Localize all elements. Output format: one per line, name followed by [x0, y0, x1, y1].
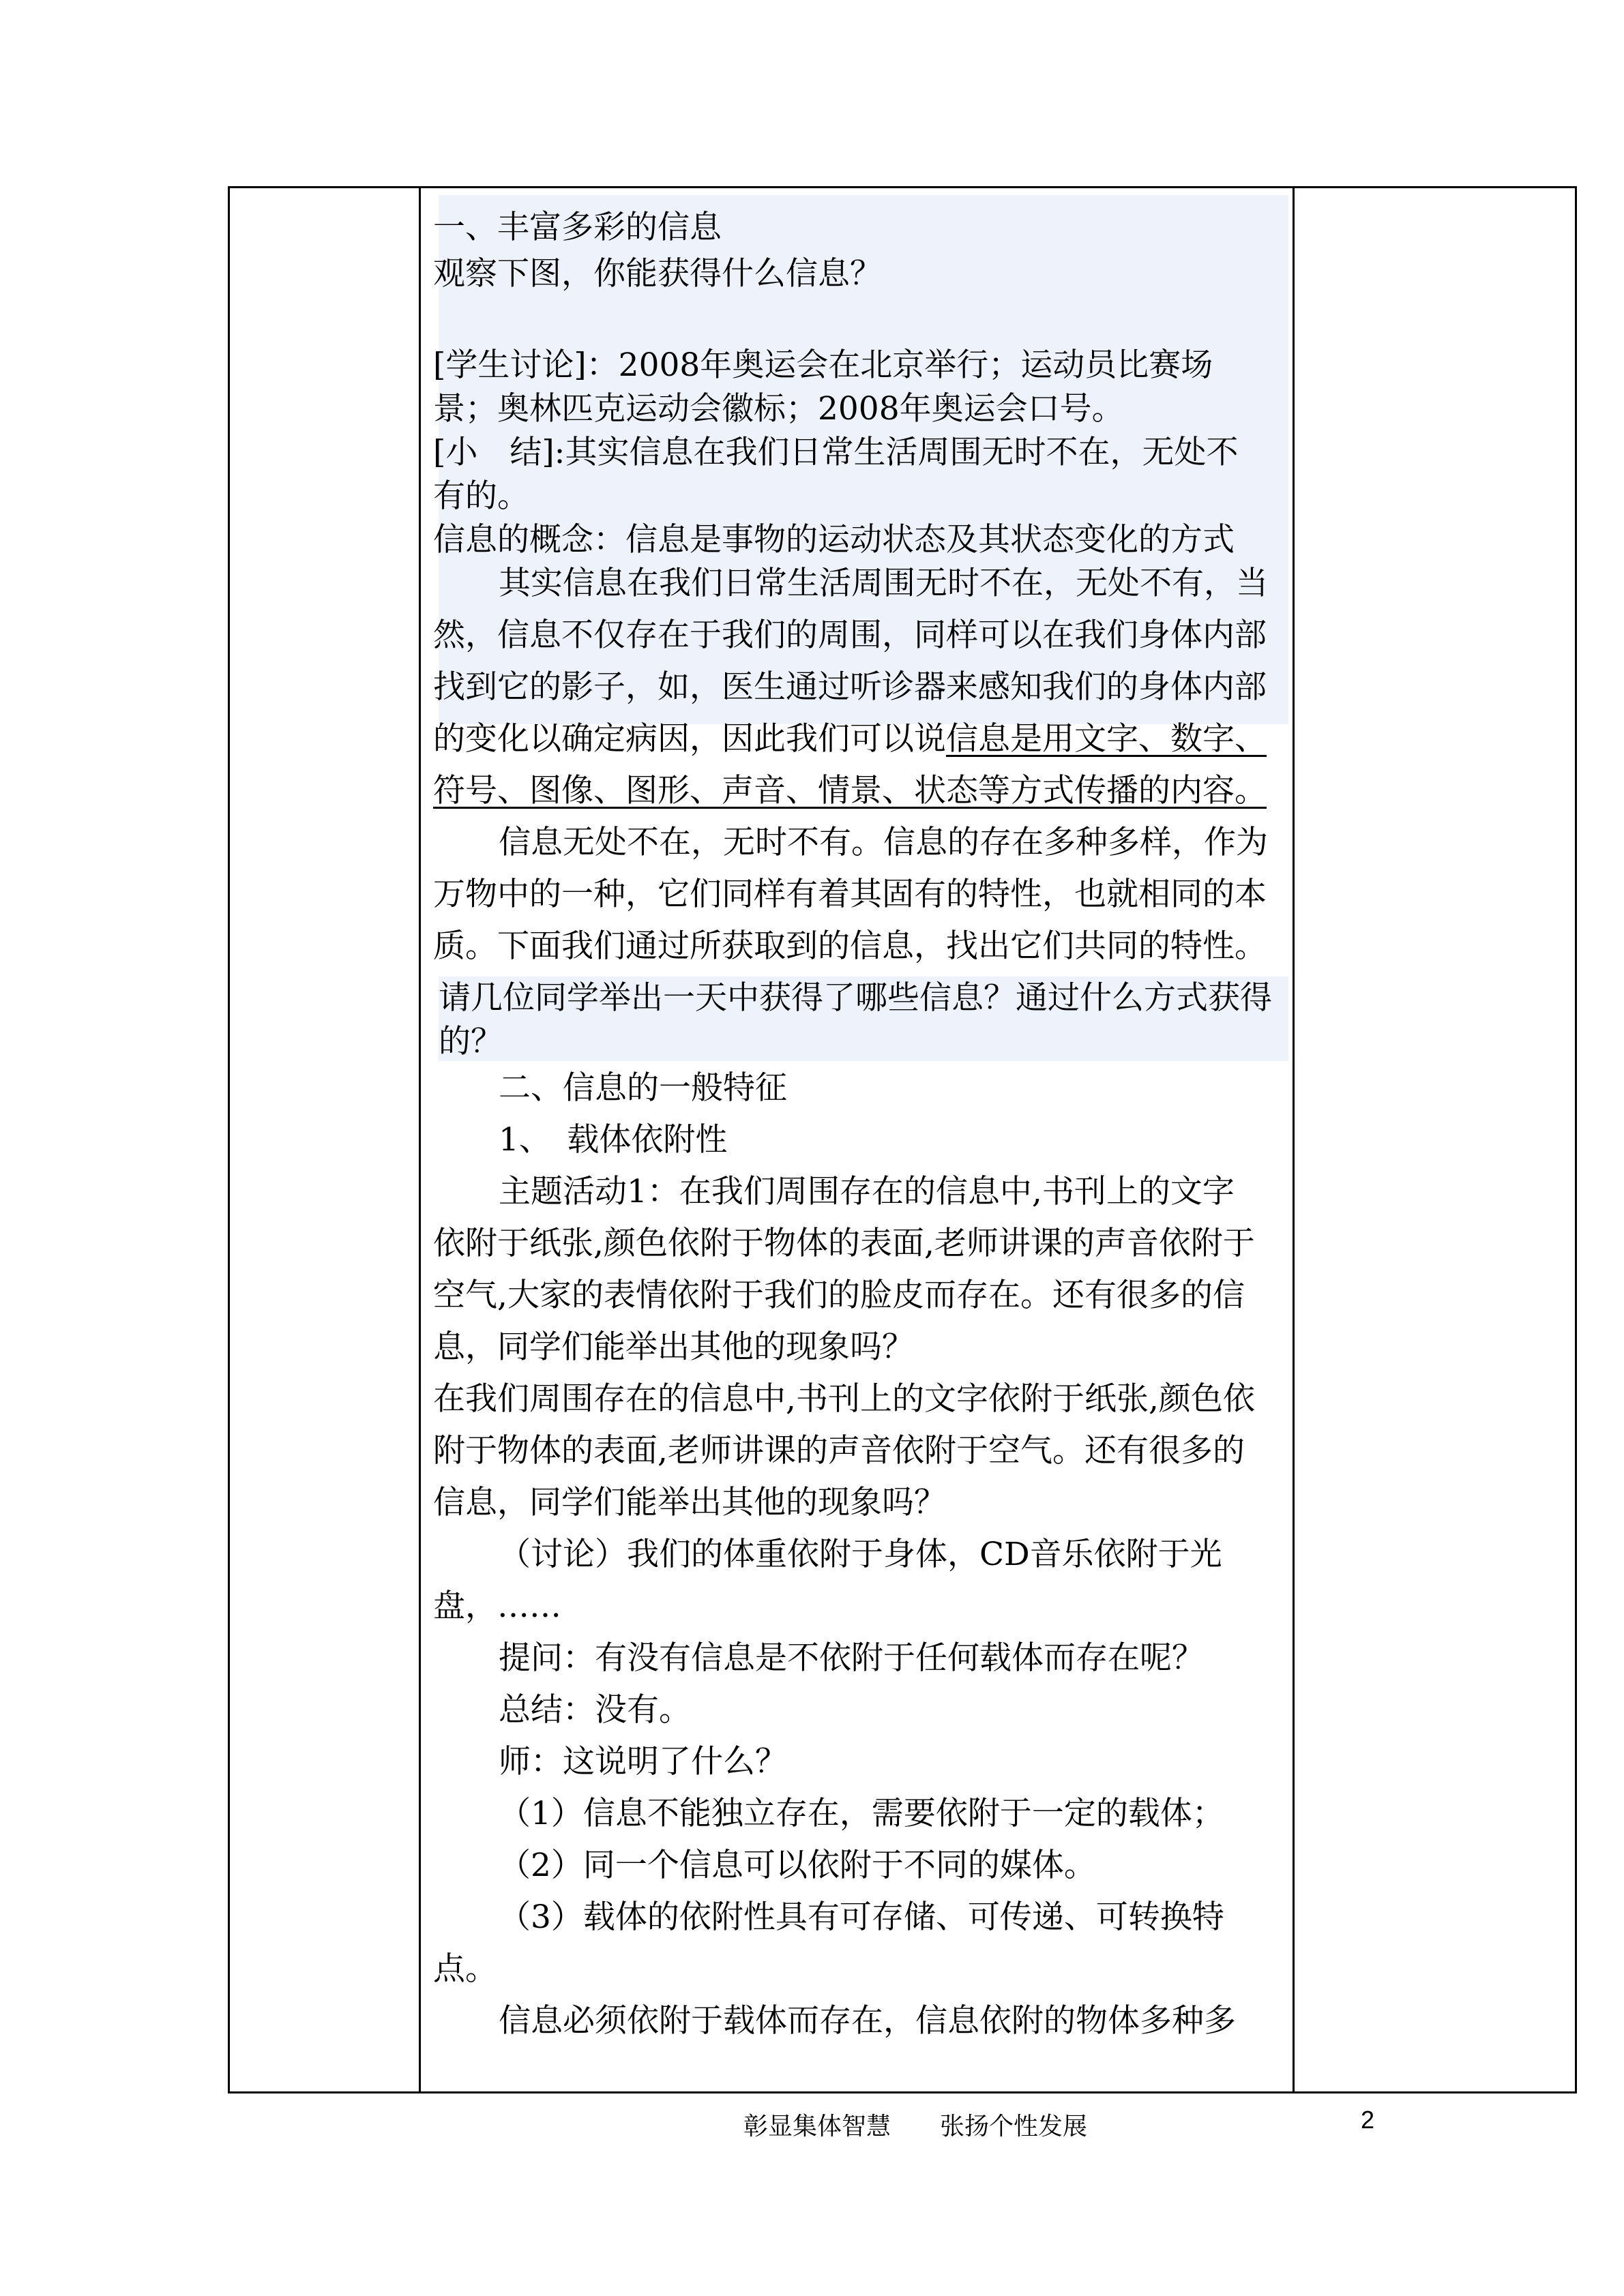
question-line: 请几位同学举出一天中获得了哪些信息？通过什么方式获得: [439, 976, 1288, 1020]
numbered-point: 点。: [433, 1950, 497, 1988]
teacher-line: 师：这说明了什么？: [499, 1743, 787, 1780]
student-discussion-line: [学生讨论]：2008年奥运会在北京举行；运动员比赛场: [433, 346, 1213, 384]
numbered-point: （2）同一个信息可以依附于不同的媒体。: [499, 1847, 1096, 1884]
section-heading: 二、信息的一般特征: [499, 1069, 787, 1107]
lesson-table: [228, 186, 1577, 2093]
activity-line: 依附于纸张,颜色依附于物体的表面,老师讲课的声音依附于: [433, 1225, 1255, 1262]
subsection-heading: 1、 载体依附性: [499, 1121, 728, 1159]
numbered-point: （3）载体的依附性具有可存储、可传递、可转换特: [499, 1898, 1224, 1936]
question-line: 的？: [439, 1020, 1288, 1061]
paragraph-line: 其实信息在我们日常生活周围无时不在，无处不有，当: [499, 565, 1268, 602]
observe-prompt: 观察下图，你能获得什么信息？: [433, 255, 882, 293]
summary-line: 有的。: [433, 477, 529, 515]
section-heading: 一、丰富多彩的信息: [433, 209, 722, 246]
paragraph-text: 的变化以确定病因，因此我们可以说: [433, 720, 946, 758]
concept-definition: 信息的概念：信息是事物的运动状态及其状态变化的方式: [433, 521, 1235, 558]
paragraph-line: 万物中的一种，它们同样有着其固有的特性，也就相同的本: [433, 876, 1267, 913]
conclusion-line: 总结：没有。: [499, 1691, 691, 1729]
paragraph-line: 信息必须依附于载体而存在，信息依附的物体多种多: [499, 2002, 1236, 2040]
discussion-line: （讨论）我们的体重依附于身体，CD音乐依附于光: [499, 1536, 1222, 1573]
paragraph-line: 在我们周围存在的信息中,书刊上的文字依附于纸张,颜色依: [433, 1380, 1255, 1418]
discussion-line: 盘，……: [433, 1587, 561, 1625]
paragraph-line: 找到它的影子，如，医生通过听诊器来感知我们的身体内部: [433, 668, 1267, 706]
page-number: 2: [1361, 2106, 1375, 2134]
summary-line: [小 结]:其实信息在我们日常生活周围无时不在，无处不: [433, 434, 1239, 471]
column-divider-left: [419, 188, 421, 2091]
underlined-definition: 信息是用文字、数字、: [946, 720, 1267, 758]
column-divider-right: [1293, 188, 1295, 2091]
paragraph-line: [433, 717, 1267, 761]
paragraph-line: 然，信息不仅存在于我们的周围，同样可以在我们身体内部: [433, 616, 1267, 654]
activity-line: 息，同学们能举出其他的现象吗？: [433, 1328, 914, 1366]
numbered-point: （1）信息不能独立存在，需要依附于一定的载体；: [499, 1795, 1224, 1832]
activity-line: 空气,大家的表情依附于我们的脸皮而存在。还有很多的信: [433, 1277, 1245, 1314]
paragraph-line: 附于物体的表面,老师讲课的声音依附于空气。还有很多的: [433, 1432, 1245, 1470]
paragraph-line: 信息无处不在，无时不有。信息的存在多种多样，作为: [499, 824, 1268, 861]
underlined-definition: 符号、图像、图形、声音、情景、状态等方式传播的内容。: [433, 772, 1267, 809]
paragraph-line: 信息，同学们能举出其他的现象吗？: [433, 1484, 946, 1521]
student-discussion-line: 景；奥林匹克运动会徽标；2008年奥运会口号。: [433, 390, 1124, 428]
question-line: 提问：有没有信息是不依附于任何载体而存在呢？: [499, 1639, 1204, 1677]
footer-motto: 彰显集体智慧 张扬个性发展: [743, 2113, 1088, 2141]
activity-line: 主题活动1：在我们周围存在的信息中,书刊上的文字: [499, 1173, 1235, 1210]
paragraph-line: 质。下面我们通过所获取到的信息，找出它们共同的特性。: [433, 927, 1267, 965]
